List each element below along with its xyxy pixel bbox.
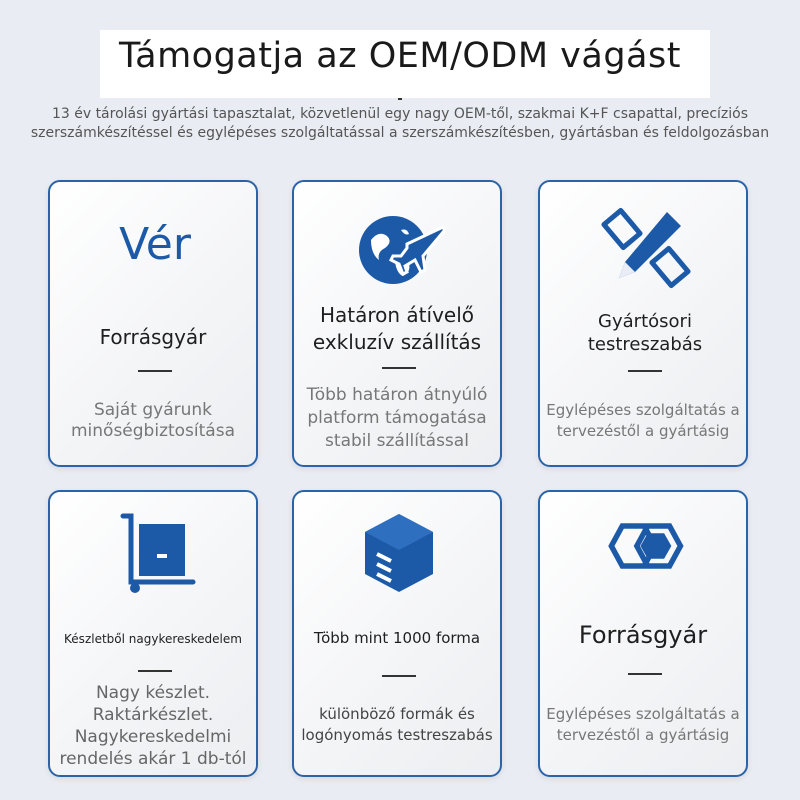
stacked-cube-icon [349,502,449,602]
hexagon-icon [595,506,695,606]
feature-card-source-factory [48,180,258,467]
card-heading: Forrásgyár [578,621,708,649]
feature-card-source-factory-2 [538,490,748,777]
globe-plane-icon [349,198,449,298]
card-divider [628,370,662,372]
card-description: különböző formák és logónyomás testreszabás [301,705,493,744]
title-dot [398,98,402,100]
card-heading: Több mint 1000 forma [313,629,481,647]
icon-text-ver: Vér [119,218,191,270]
card-divider [138,370,172,372]
card-description: Nagy készlet. Raktárkészlet. Nagykereskedelmi rendelés akár 1 db-tól [59,683,247,769]
card-divider [628,673,662,675]
card-description: Egylépéses szolgáltatás a tervezéstől a gyártásig [546,401,740,440]
card-heading: Határon átívelő exkluzív szállítás [312,303,482,354]
page-subtitle: 13 év tárolási gyártási tapasztalat, közvetlenül egy nagy OEM-től, szakmai K+F csapattal, precíziós szerszámkészítéssel és egylépéses szolgáltatással a szerszámkészítésben, gyártásban és feldolgozásban [30,106,770,141]
card-heading: Gyártósori testreszabás [587,311,703,355]
feature-card-wholesale [48,490,258,777]
card-divider [382,367,416,369]
card-divider [138,670,172,672]
card-heading: Forrásgyár [99,325,207,349]
feature-card-customization [538,180,748,467]
feature-card-shipping [292,180,502,467]
card-heading: Készletből nagykereskedelem [64,632,242,646]
text-mark-icon [105,194,205,294]
pencil-ruler-icon [595,198,695,298]
page-title: Támogatja az OEM/ODM vágást [119,36,681,76]
cart-box-icon [105,502,205,602]
card-description: Saját gyárunk minőségbiztosítása [70,400,235,441]
feature-card-shapes [292,490,502,777]
card-divider [382,675,416,677]
card-description: Egylépéses szolgáltatás a tervezéstől a gyártásig [546,705,740,744]
card-description: Több határon átnyúló platform támogatása stabil szállítással [306,385,488,451]
